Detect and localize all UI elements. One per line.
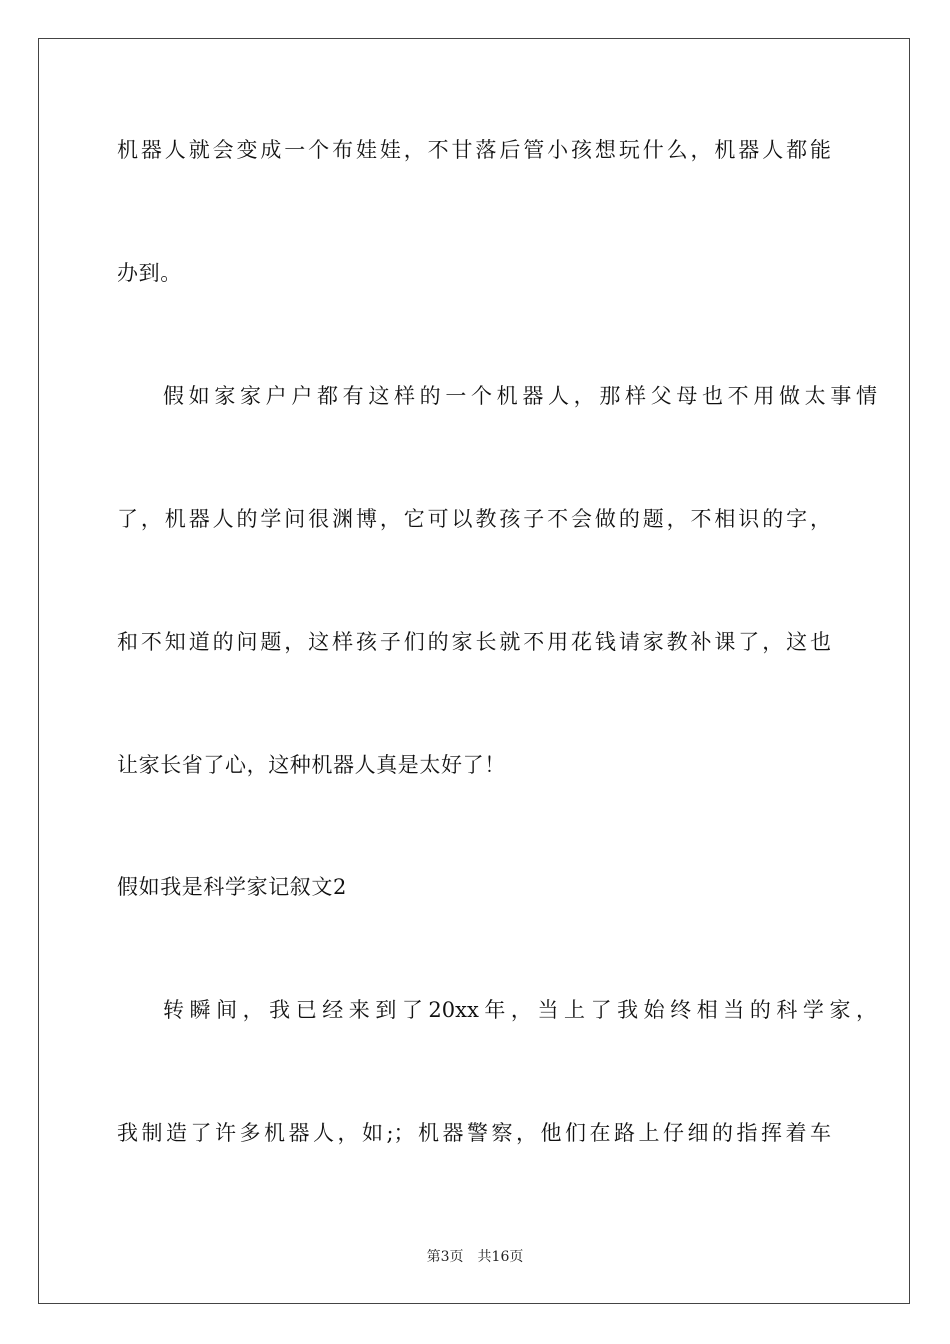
page-number-current: 第3页 — [426, 1249, 464, 1265]
page-border — [38, 38, 910, 1304]
page-footer — [0, 1248, 950, 1266]
section-heading: 假如我是科学家记叙文2 — [117, 875, 347, 899]
paragraph-line: 假如家家户户都有这样的一个机器人，那样父母也不用做太事情 — [163, 384, 877, 408]
paragraph-line: 让家长省了心，这种机器人真是太好了！ — [117, 753, 506, 777]
paragraph-line: 和不知道的问题，这样孩子们的家长就不用花钱请家教补课了，这也 — [117, 630, 831, 654]
paragraph-line: 办到。 — [117, 261, 182, 285]
paragraph-line: 我制造了许多机器人，如;；机器警察，他们在路上仔细的指挥着车 — [117, 1121, 831, 1145]
page-number-total: 共16页 — [477, 1249, 524, 1265]
paragraph-line: 机器人就会变成一个布娃娃，不甘落后管小孩想玩什么，机器人都能 — [117, 138, 831, 162]
paragraph-line: 转瞬间，我已经来到了20xx年，当上了我始终相当的科学家， — [163, 998, 877, 1022]
paragraph-line: 了，机器人的学问很渊博，它可以教孩子不会做的题，不相识的字， — [117, 507, 831, 531]
